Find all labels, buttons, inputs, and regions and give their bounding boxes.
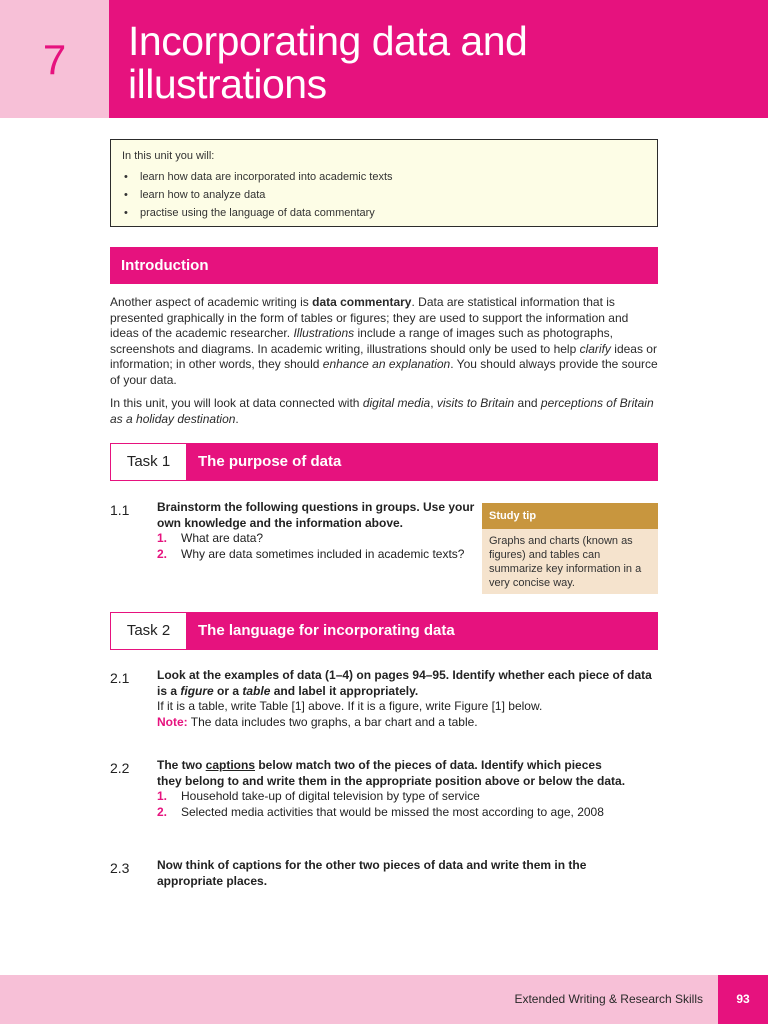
question-2-2-instruction: The two captions below match two of the pieces of data. Identify which pieces they belong to and write them in the appropriate position above or below the data. [157,758,626,788]
question-1-1-instruction: Brainstorm the following questions in groups. Use your own knowledge and the information above. [157,500,475,530]
question-1-1-item: 1. What are data? [157,531,264,545]
introduction-paragraph-2: In this unit, you will look at data connected with digital media, visits to Britain and perceptions of Britain as a holiday destination. [110,396,654,426]
unit-title-block [109,0,768,118]
introduction-heading: Introduction [121,257,209,274]
term-data-commentary: data commentary [312,295,412,309]
question-1-1 [157,500,475,562]
book-title: Extended Writing & Research Skills [514,992,703,1006]
question-2-1 [157,668,657,730]
task-2-title: The language for incorporating data [198,622,455,639]
unit-number: 7 [42,36,67,83]
unit-objectives-box [110,139,658,227]
question-2-2 [157,758,627,820]
question-2-1-note: Note: The data includes two graphs, a bar chart and a table. [157,714,478,729]
page-number-block [718,975,768,1024]
question-number-1-1: 1.1 [110,502,130,518]
page-footer [0,975,718,1024]
question-2-1-instruction: Look at the examples of data (1–4) on pages 94–95. Identify whether each piece of data is a figure or a table and label it appropriately. [157,668,652,698]
unit-number-block [0,0,109,118]
objectives-list [122,168,646,222]
bullet-icon: • [124,189,128,201]
page-number: 93 [736,992,750,1006]
task-1-label: Task 1 [110,443,187,481]
study-tip-heading: Study tip [482,503,658,529]
bullet-icon: • [124,207,128,219]
introduction-paragraph-1: Another aspect of academic writing is data commentary. Data are statistical information that is presented graphically in the form of tables or figures; they are used to support the information and ideas of the academic researcher. Illustrations include a range of images such as photographs, screenshots and diagrams. In academic writing, illustrations should only be used to help clarify ideas or information; in other words, they should enhance an explanation. You should always provide the source of your data. [110,295,658,387]
objective-item: • learn how to analyze data [122,186,646,204]
task-2-label: Task 2 [110,612,187,650]
question-2-2-item: 2. Selected media activities that would be missed the most according to age, 2008 [157,804,604,819]
objective-item: • learn how data are incorporated into academic texts [122,168,646,186]
question-2-2-item: 1. Household take-up of digital television by type of service [157,789,480,803]
study-tip-body: Graphs and charts (known as figures) and tables can summarize key information in a very concise way. [482,529,658,594]
question-number-2-3: 2.3 [110,860,130,876]
unit-title: Incorporating data and illustrations [128,18,528,107]
question-2-1-detail: If it is a table, write Table [1] above. If it is a figure, write Figure [1] below. [157,699,543,713]
objective-item: • practise using the language of data commentary [122,204,646,222]
question-1-1-item: 2. Why are data sometimes included in academic texts? [157,546,465,561]
question-number-2-2: 2.2 [110,760,130,776]
introduction-heading-bar [110,247,658,284]
task-1-title: The purpose of data [198,453,342,470]
question-2-3: Now think of captions for the other two pieces of data and write them in the appropriate places. [157,858,587,888]
bullet-icon: • [124,171,128,183]
objectives-intro: In this unit you will: [122,150,215,162]
task-2-heading-bar [110,612,658,650]
task-1-heading-bar [110,443,658,481]
question-number-2-1: 2.1 [110,670,130,686]
